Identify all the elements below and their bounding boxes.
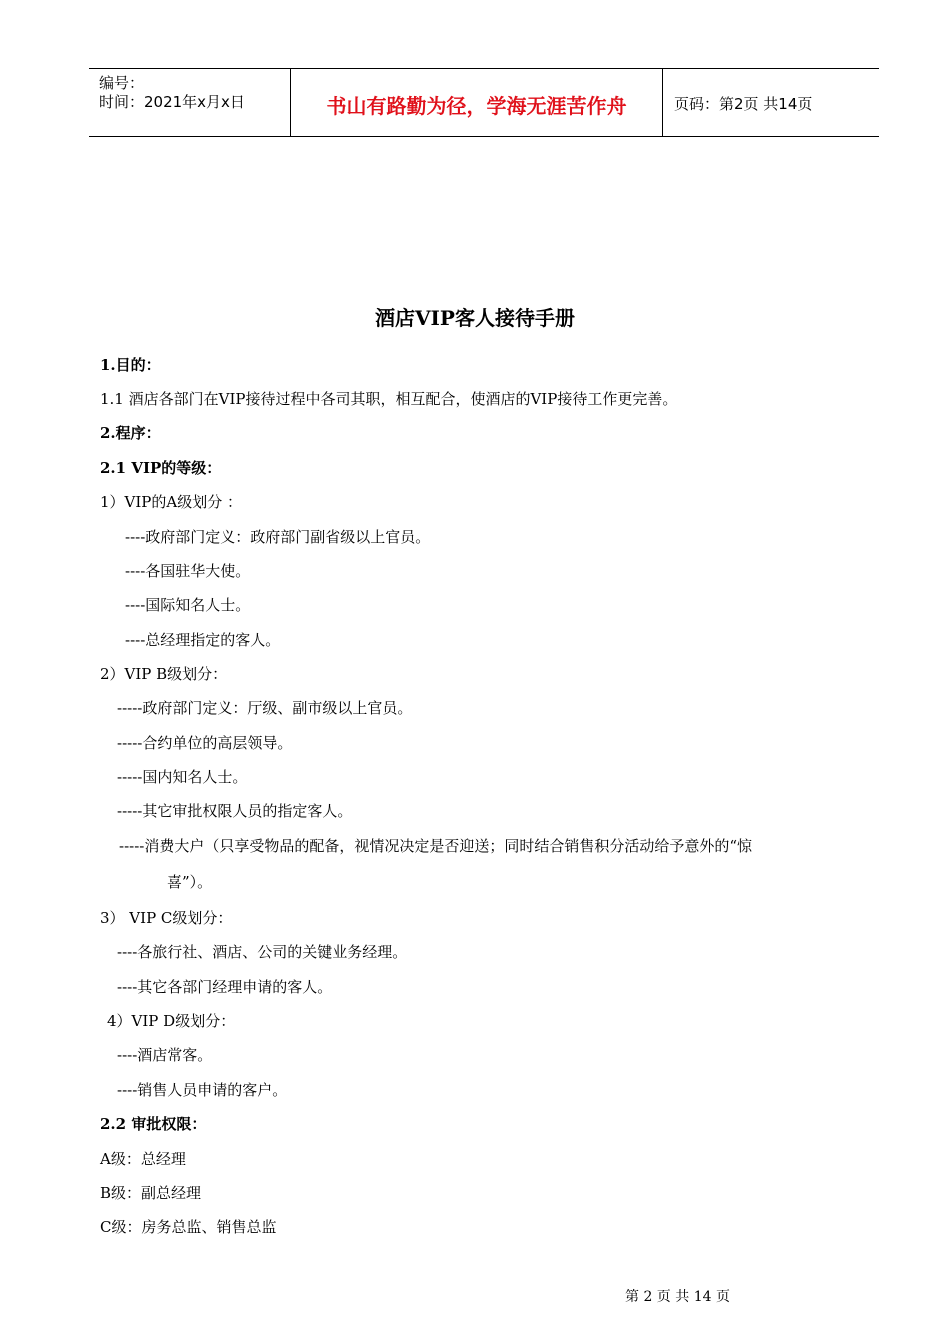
list-item: ----酒店常客。 — [117, 1046, 213, 1064]
header-motto-cell — [291, 69, 663, 136]
time-label: 时间：2021年x月x日 — [99, 93, 245, 111]
header-page-cell — [664, 69, 879, 136]
list-heading: 2）VIP B级划分： — [100, 665, 228, 683]
list-heading: 4）VIP D级划分： — [107, 1012, 236, 1030]
list-heading: 3） VIP C级划分： — [100, 909, 233, 927]
list-item: A级：总经理 — [100, 1150, 186, 1168]
subsection-heading: 2.2 审批权限： — [100, 1115, 207, 1133]
list-item: ----各国驻华大使。 — [125, 562, 251, 580]
header-motto: 书山有路勤为径，学海无涯苦作舟 — [326, 94, 627, 118]
list-item: -----政府部门定义：厅级、副市级以上官员。 — [117, 699, 413, 717]
list-item: -----合约单位的高层领导。 — [117, 734, 293, 752]
number-label: 编号： — [99, 74, 145, 92]
paragraph: 1.1 酒店各部门在VIP接待过程中各司其职，相互配合，使酒店的VIP接待工作更完善。 — [100, 390, 678, 408]
list-item: C级：房务总监、销售总监 — [100, 1218, 277, 1236]
list-item: ----各旅行社、酒店、公司的关键业务经理。 — [117, 943, 408, 961]
header-info-cell — [89, 69, 291, 136]
list-item: ----总经理指定的客人。 — [125, 631, 281, 649]
list-item: ----销售人员申请的客户。 — [117, 1081, 288, 1099]
list-item: ----其它各部门经理申请的客人。 — [117, 978, 333, 996]
section-purpose-heading: 1.目的： — [100, 356, 161, 374]
section-procedure-heading: 2.程序： — [100, 424, 161, 442]
subsection-heading: 2.1 VIP的等级： — [100, 459, 222, 477]
list-item: -----国内知名人士。 — [117, 768, 248, 786]
document-header — [89, 68, 879, 137]
list-item-continuation: 喜”）。 — [167, 873, 213, 891]
page-info: 页码：第2页 共14页 — [674, 95, 813, 113]
list-heading: 1）VIP的A级划分 ： — [100, 493, 242, 511]
list-item: ----国际知名人士。 — [125, 596, 251, 614]
list-item: -----消费大户（只享受物品的配备，视情况决定是否迎送；同时结合销售积分活动给予意外的“惊 — [119, 837, 753, 855]
document-title: 酒店VIP客人接待手册 — [375, 306, 575, 330]
list-item: -----其它审批权限人员的指定客人。 — [117, 802, 353, 820]
page-footer: 第 2 页 共 14 页 — [625, 1289, 730, 1305]
list-item: B级：副总经理 — [100, 1184, 202, 1202]
list-item: ----政府部门定义：政府部门副省级以上官员。 — [125, 528, 431, 546]
